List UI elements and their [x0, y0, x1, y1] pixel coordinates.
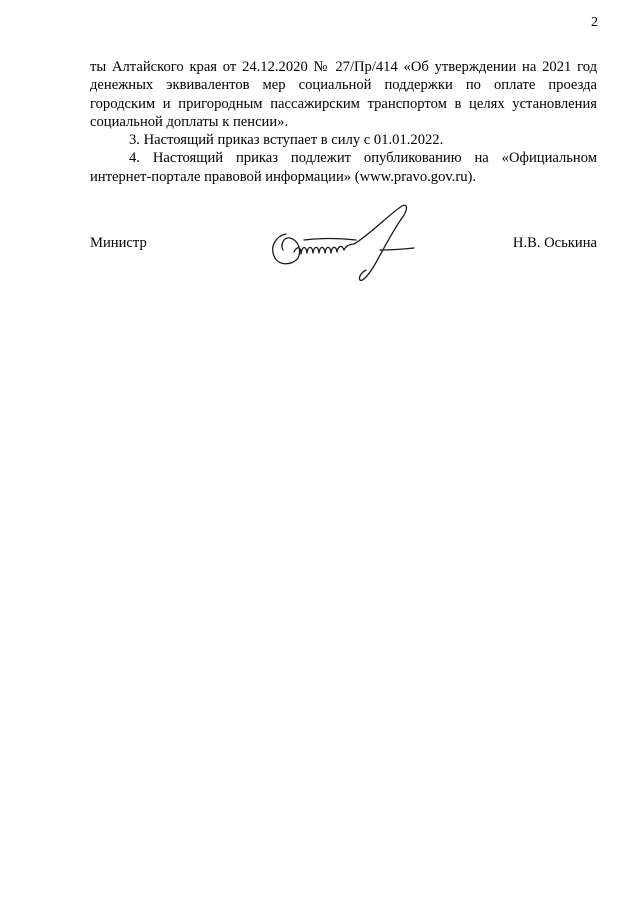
signature-block	[90, 200, 597, 290]
signer-name: Н.В. Оськина	[512, 235, 597, 251]
page-number: 2	[591, 15, 598, 30]
paragraph-item-3: 3. Настоящий приказ вступает в силу с 01.01.2022.	[129, 132, 444, 149]
handwritten-signature-icon	[264, 200, 434, 288]
document-body	[90, 58, 597, 186]
paragraph-continuation: ты Алтайского края от 24.12.2020 № 27/Пр/414 «Об утверждении на 2021 год денежных эквивалентов мер социальной поддержки по оплате проезда городским и пригородным пассажирским транспортом в целях установления социальной доплаты к пенсии».	[90, 59, 597, 130]
position-title: Министр	[90, 235, 147, 251]
paragraph-item-4: 4. Настоящий приказ подлежит опубликованию на «Официальном интернет-портале правовой информации» (www.pravo.gov.ru).	[90, 150, 597, 185]
